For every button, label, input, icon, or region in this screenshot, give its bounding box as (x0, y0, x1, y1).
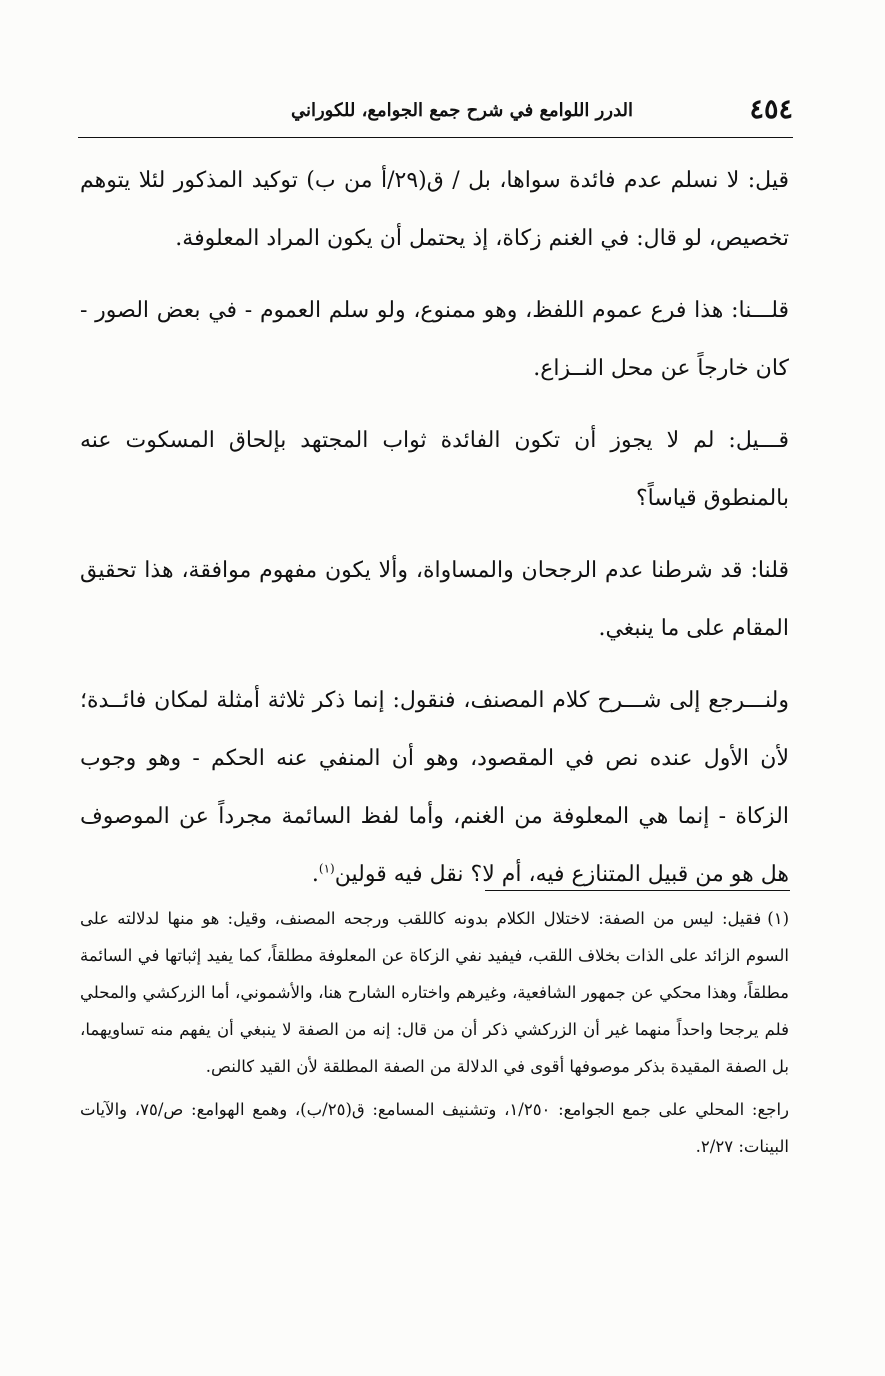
footnote-references (80, 1091, 789, 1165)
paragraph-tail: . (311, 862, 319, 887)
footnote-text: راجع: المحلي على جمع الجوامع: ١/٢٥٠، وتشنيف المسامع: ق(٢٥/ب)، وهمع الهوامع: ص/٧٥، والآيات البينات: ٢/٢٧. (80, 1100, 789, 1156)
paragraph-lead: قلنا: (750, 558, 789, 583)
paragraph-3 (80, 412, 789, 528)
paragraph-text: هذا فرع عموم اللفظ، وهو ممنوع، ولو سلم العموم - في بعض الصور - كان خارجاً عن محل النــزاع. (80, 298, 789, 381)
paragraph-lead: قلـــنا: (731, 298, 789, 323)
footnotes (80, 900, 789, 1171)
paragraph-1 (80, 152, 789, 268)
paragraph-lead: قيل: (747, 168, 789, 193)
paragraph-text: لا نسلم عدم فائدة سواها، بل / ق(٢٩/أ من ب) توكيد المذكور لئلا يتوهم تخصيص، لو قال: في الغنم زكاة، إذ يحتمل أن يكون المراد المعلوفة. (80, 168, 789, 251)
page-number: ٤٥٤ (749, 94, 793, 125)
paragraph-lead: قـــيل: (728, 428, 789, 453)
footnote-reference[interactable]: (١) (318, 861, 335, 876)
footnote-number: (١) (767, 909, 789, 928)
footnote-1 (80, 900, 789, 1085)
paragraph-2 (80, 282, 789, 398)
paragraph-text: لم لا يجوز أن تكون الفائدة ثواب المجتهد بإلحاق المسكوت عنه بالمنطوق قياساً؟ (80, 428, 789, 511)
footnote-separator (485, 890, 790, 891)
header-rule (78, 137, 793, 138)
footnote-text: فقيل: ليس من الصفة: لاختلال الكلام بدونه كاللقب ورجحه المصنف، وقيل: هو منها لدلالته على السوم الزائد على الذات بخلاف اللقب، فيفيد نفي الزكاة عن المعلوفة مطلقاً، كما يفيد إثباتها في السائمة مطلقاً، وهذا محكي عن جمهور الشافعية، وغيرهم واختاره الشارح هنا، والأشموني، أما الزركشي والمحلي فلم يرجحا واحداً منهما غير أن الزركشي ذكر أن من قال: إنه من الصفة لا ينبغي أن يفهم منه تساويهما، بل الصفة المقيدة بذكر موصوفها أقوى في الدلالة من الصفة المطلقة لأن القيد كالنص. (80, 909, 789, 1076)
running-title: الدرر اللوامع في شرح جمع الجوامع، للكوراني (290, 100, 633, 121)
paragraph-lead: ولنـــرجع (708, 688, 789, 713)
main-text (80, 152, 789, 918)
paragraph-text: إلى شـــرح كلام المصنف، فنقول: إنما ذكر ثلاثة أمثلة لمكان فائــدة؛ لأن الأول عنده نص في المقصود، وهو أن المنفي عنه الحكم - وهو وجوب الزكاة - إنما هي المعلوفة من الغنم، وأما لفظ السائمة مجرداً عن الموصوف هل هو من قبيل المتنازع فيه، أم لا؟ نقل فيه قولين (80, 688, 789, 887)
paragraph-text: قد شرطنا عدم الرجحان والمساواة، وألا يكون مفهوم موافقة، هذا تحقيق المقام على ما ينبغي. (80, 558, 789, 641)
paragraph-4 (80, 542, 789, 658)
page-header (78, 92, 793, 132)
paragraph-5 (80, 672, 789, 904)
